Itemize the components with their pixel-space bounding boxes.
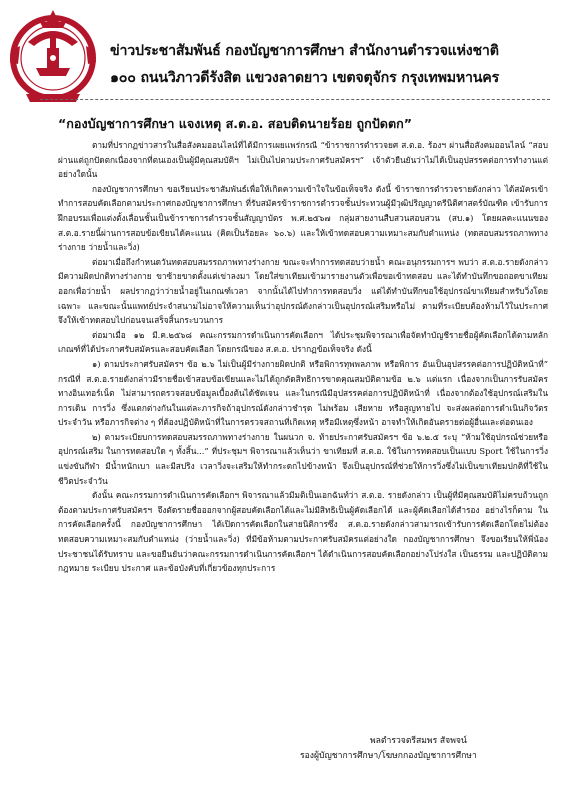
body-paragraph-3: ต่อมาเมื่อถึงกำหนดวันทดสอบสมรรถภาพทางร่างกาย ขณะจะทำการทดสอบว่ายน้ำ คณะอนุกรรมการฯ พบว่า ส.ต.อ.รายดังกล่าว มีความผิดปกติทางร่างกาย ขาซ้ายขาดตั้งแต่เข่าลงมา โดยใส่ขาเทียมเข้ามารายงานตัวเพื่อขอเข้าทดสอบ และได้ทำบันทึกขอถอดขาเทียมออกเพื่อว่ายน้ำ ผลปรากฏว่าว่ายน้ำอยู่ในเกณฑ์เวลา จากนั้นได้ไปทำการทดสอบวิ่ง แต่ได้ทำบันทึกขอใช้อุปกรณ์ขาเทียมสำหรับวิ่งโดยเฉพาะ และขณะนั้นแพทย์ประจำสนามไม่อาจให้ความเห็นว่าอุปกรณ์ดังกล่าวเป็นอุปกรณ์เสริมหรือไม่ ตามที่ระเบียบต้องห้ามไว้ในประกาศ จึงให้เข้าทดสอบไปก่อนจนเสร็จสิ้นกระบวนการ [58,256,548,326]
body-paragraph-6: ๒) ตามระเบียบการทดสอบสมรรถภาพทางร่างกาย ในผนวก จ. ท้ายประกาศรับสมัครฯ ข้อ ๖.๒.๕ ระบุ “ห้ามใช้อุปกรณ์ช่วยหรืออุปกรณ์เสริม ในการทดสอบใด ๆ ทั้งสิ้น...” ที่ประชุมฯ พิจารณาแล้วเห็นว่า ขาเทียมที่ ส.ต.อ. ใช้ในการทดสอบเป็นแบบ Sport ใช้ในการวิ่งแข่งขันกีฬา มีน้ำหนักเบา และมีสปริง เวลาวิ่งจะเสริมให้ทำกระดกไปข้างหน้า จึงเป็นอุปกรณ์ที่ช่วยให้การวิ่งซึ่งไม่เป็นขาเทียมปกติที่ใช้ในชีวิตประจำวัน [58,431,548,486]
header-divider [40,99,550,100]
press-release-header [0,0,566,108]
police-education-bureau-seal-icon [6,2,100,106]
press-release-body [58,138,548,576]
body-paragraph-7: ดังนั้น คณะกรรมการดำเนินการคัดเลือกฯ พิจารณาแล้วมีมติเป็นเอกฉันท์ว่า ส.ต.อ. รายดังกล่าว เป็นผู้ที่มีคุณสมบัติไม่ครบถ้วนถูกต้องตามประกาศรับสมัครฯ จึงตัดรายชื่อออกจากผู้สอบคัดเลือกได้และไม่มีสิทธิเป็นผู้คัดเลือกได้ และผู้คัดเลือกได้สำรอง อย่างไรก็ตาม ในการคัดเลือกครั้งนี้ กองบัญชาการศึกษา ได้เปิดการคัดเลือกในสายนิติการซึ่ง ส.ต.อ.รายดังกล่าวสามารถเข้ารับการคัดเลือกโดยไม่ต้องทดสอบความเหมาะสมกับตำแหน่ง (ว่ายน้ำและวิ่ง) ที่มีข้อห้ามตามประกาศรับสมัครแต่อย่างใด กองบัญชาการศึกษา จึงขอเรียนให้พี่น้องประชาชนได้รับทราบ และขอยืนยันว่าคณะกรรมการดำเนินการคัดเลือกฯ ได้ดำเนินการสอบคัดเลือกอย่างโปร่งใส เป็นธรรม และปฏิบัติตามกฎหมาย ระเบียบ ประกาศ และข้อบังคับที่เกี่ยวข้องทุกประการ [58,490,548,574]
organization-name: ข่าวประชาสัมพันธ์ กองบัญชาการศึกษา สำนักงานตำรวจแห่งชาติ [110,43,499,59]
signatory-title: รองผู้บัญชาการศึกษา/โฆษกกองบัญชาการศึกษา [300,751,477,761]
signatory-name: พลตำรวจตรีสมพร สัจพจน์ [370,736,467,746]
signature-block [300,734,560,764]
organization-address: ๑๐๐ ถนนวิภาวดีรังสิต แขวงลาดยาว เขตจตุจักร กรุงเทพมหานคร [110,70,499,86]
press-release-headline: “กองบัญชาการศึกษา แจงเหตุ ส.ต.อ. สอบติดนายร้อย ถูกปัดตก” [58,116,413,131]
body-paragraph-1: ตามที่ปรากฏข่าวสารในสื่อสังคมออนไลน์ที่ได้มีการเผยแพร่กรณี “ข้าราชการตำรวจยศ ส.ต.อ. ร้องฯ ผ่านสื่อสังคมออนไลน์ “สอบผ่านแต่ถูกปัดตกเนื่องจากที่ตนเองเป็นผู้มีคุณสมบัติฯ ไม่เป็นไปตามประกาศรับสมัครฯ” เจ้าตัวยืนยันว่าไม่ได้เป็นอุปสรรคต่อการทำงานแต่อย่างใดนั้น [58,140,548,180]
body-paragraph-4: ต่อมาเมื่อ ๑๒ มี.ค.๒๕๖๘ คณะกรรมการดำเนินการคัดเลือกฯ ได้ประชุมพิจารณาเพื่อจัดทำบัญชีรายชื่อผู้คัดเลือกได้ตามหลักเกณฑ์ที่ได้ประกาศรับสมัครและสอบคัดเลือก โดยกรณีของ ส.ต.อ. ปรากฏข้อเท็จจริง ดังนี้ [58,329,548,355]
body-paragraph-5: ๑) ตามประกาศรับสมัครฯ ข้อ ๒.๖ ไม่เป็นผู้มีร่างกายผิดปกติ หรือพิการทุพพลภาพ หรือพิการ อันเป็นอุปสรรคต่อการปฏิบัติหน้าที่” กรณีที่ ส.ต.อ.รายดังกล่าวมีรายชื่อเข้าสอบข้อเขียนและไม่ได้ถูกตัดสิทธิการขาดคุณสมบัติตามข้อ ๒.๖ แต่แรก เนื่องจากเป็นการรับสมัครทางอินเทอร์เน็ต ไม่สามารถตรวจสอบข้อมูลเบื้องต้นได้ชัดเจน และในกรณีมีอุปสรรคต่อการปฏิบัติหน้าที่ เนื่องจากต้องใช้อุปกรณ์เสริมในการเดิน การวิ่ง ซึ่งแตกต่างกันในแต่ละภารกิจถ้าอุปกรณ์ดังกล่าวชำรุด ไม่พร้อม เสียหาย หรือสูญหายไป จะส่งผลต่อการดำเนินกิจวัตรประจำวัน หรือภารกิจต่าง ๆ ที่ต้องปฏิบัติหน้าที่ในการตรวจสถานที่เกิดเหตุ หรือมีเหตุซึ่งหน้า อาจทำให้เกิดอันตรายต่อผู้อื่นและต่อตนเอง [58,358,548,428]
body-paragraph-2: กองบัญชาการศึกษา ขอเรียนประชาสัมพันธ์เพื่อให้เกิดความเข้าใจในข้อเท็จจริง ดังนี้ ข้าราชการตำรวจรายดังกล่าว ได้สมัครเข้าทำการสอบคัดเลือกตามประกาศกองบัญชาการศึกษา ที่รับสมัครข้าราชการตำรวจชั้นประทวนผู้มีวุฒิปริญญาตรีนิติศาสตร์บัณฑิต เข้ารับการฝึกอบรมเพื่อแต่งตั้งเลื่อนชั้นเป็นข้าราชการตำรวจชั้นสัญญาบัตร พ.ศ.๒๕๖๗ กลุ่มสายงานสืบสวนสอบสวน (สบ.๑) โดยผลคะแนนของ ส.ต.อ.รายนี้ผ่านการสอบข้อเขียนได้คะแนน (คิดเป็นร้อยละ ๖๐.๖) และให้เข้าทดสอบความเหมาะสมกับตำแหน่ง (ทดสอบสมรรถภาพทางร่างกาย ว่ายน้ำและวิ่ง) [58,183,548,253]
